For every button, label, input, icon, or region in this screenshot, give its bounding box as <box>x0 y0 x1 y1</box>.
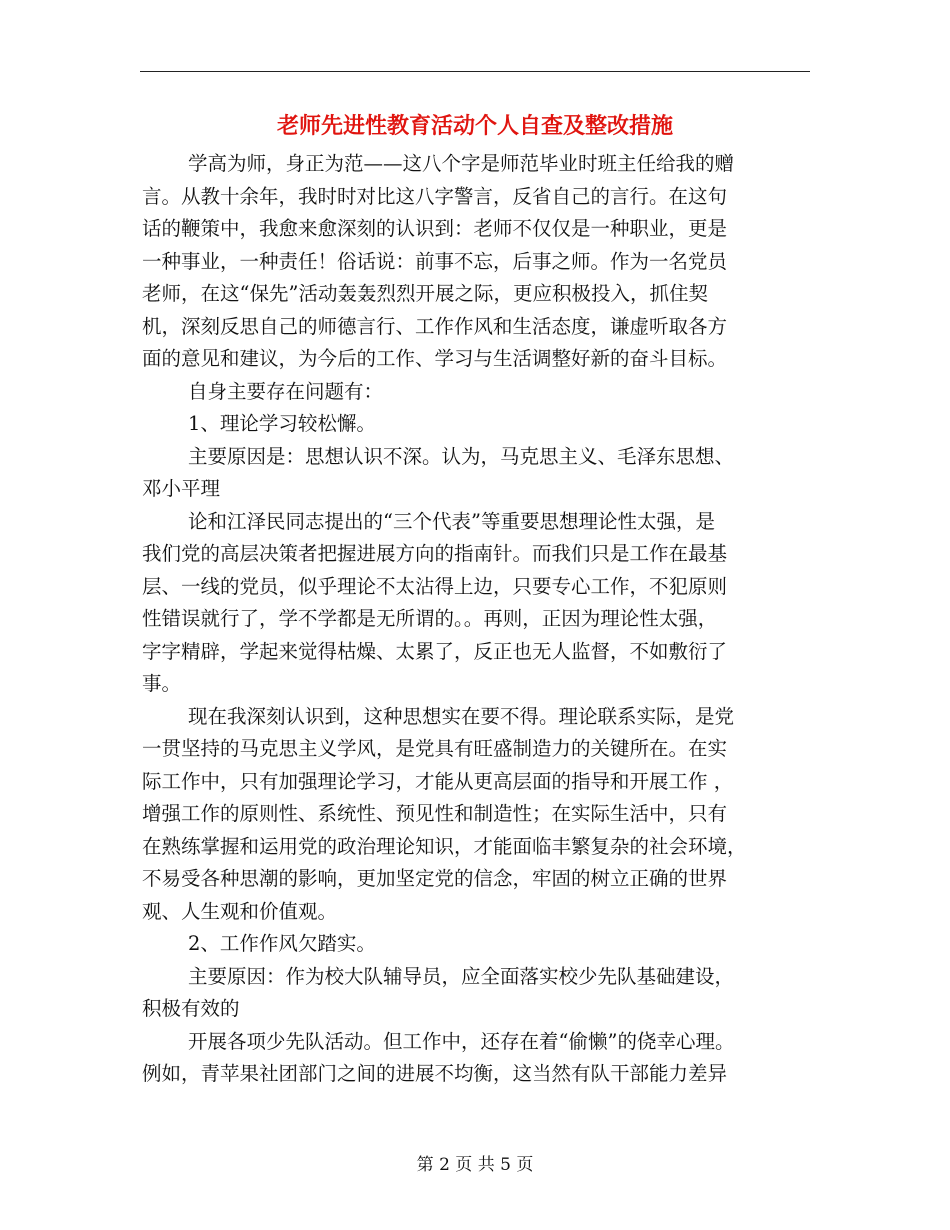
text-line: 一贯坚持的马克思主义学风，是党具有旺盛制造力的关键所在。在实 <box>142 737 728 760</box>
text-line: 主要原因是：思想认识不深。认为，马克思主义、毛泽东思想、 <box>188 444 735 468</box>
text-line: 观、人生观和价值观。 <box>142 899 338 923</box>
text-line: 邓小平理 <box>142 477 221 500</box>
text-line: 性错误就行了，学不学都是无所谓的。。再则，正因为理论性太强， <box>142 607 718 630</box>
text-line: 不易受各种思潮的影响，更加坚定党的信念，牢固的树立正确的世界 <box>142 867 728 890</box>
text-line: 现在我深刻认识到，这种思想实在要不得。理论联系实际，是党 <box>188 704 735 728</box>
text-line: 字字精辟，学起来觉得枯燥、太累了，反正也无人监督，不如敷衍了 <box>142 639 728 663</box>
text-line: 主要原因：作为校大队辅导员，应全面落实校少先队基础建设， <box>188 964 735 988</box>
text-line: 层、一线的党员，似乎理论不太沾得上边，只要专心工作，不犯原则 <box>142 574 728 598</box>
text-line: 自身主要存在问题有： <box>188 379 384 403</box>
text-line: 话的鞭策中，我愈来愈深刻的认识到：老师不仅仅是一种职业，更是 <box>142 217 728 240</box>
text-line: 开展各项少先队活动。但工作中，还存在着“偷懒”的侥幸心理。 <box>188 1029 735 1053</box>
text-line: 老师，在这“保先”活动轰轰烈烈开展之际，更应积极投入，抓住契 <box>142 282 708 305</box>
document-body <box>142 148 810 1091</box>
text-line: 在熟练掌握和运用党的政治理论知识，才能面临丰繁复杂的社会环境， <box>142 834 747 858</box>
header-rule <box>140 71 810 72</box>
text-line: 言。从教十余年，我时时对比这八字警言，反省自己的言行。在这句 <box>142 184 728 208</box>
text-line: 面的意见和建议，为今后的工作、学习与生活调整好新的奋斗目标。 <box>142 347 728 370</box>
text-line: 论和江泽民同志提出的“三个代表”等重要思想理论性太强，是 <box>188 509 715 533</box>
text-line: 2、工作作风欠踏实。 <box>188 932 376 955</box>
page-footer: 第 2 页 共 5 页 <box>416 1155 534 1175</box>
text-line: 例如，青苹果社团部门之间的进展不均衡，这当然有队干部能力差异 <box>142 1062 728 1085</box>
text-line: 我们党的高层决策者把握进展方向的指南针。而我们只是工作在最基 <box>142 542 728 565</box>
text-line: 增强工作的原则性、系统性、预见性和制造性；在实际生活中，只有 <box>142 802 728 825</box>
text-line: 学高为师，身正为范——这八个字是师范毕业时班主任给我的赠 <box>188 152 735 175</box>
text-line: 事。 <box>142 672 182 695</box>
text-line: 1、理论学习较松懈。 <box>188 412 376 435</box>
text-line: 积极有效的 <box>142 997 240 1020</box>
document-title: 老师先进性教育活动个人自查及整改措施 <box>276 114 673 139</box>
text-line: 机，深刻反思自己的师德言行、工作作风和生活态度，谦虚听取各方 <box>142 314 728 338</box>
text-line: 际工作中，只有加强理论学习，才能从更高层面的指导和开展工作 ， <box>142 769 734 793</box>
text-line: 一种事业，一种责任！俗话说：前事不忘，后事之师。作为一名党员 <box>142 249 728 273</box>
